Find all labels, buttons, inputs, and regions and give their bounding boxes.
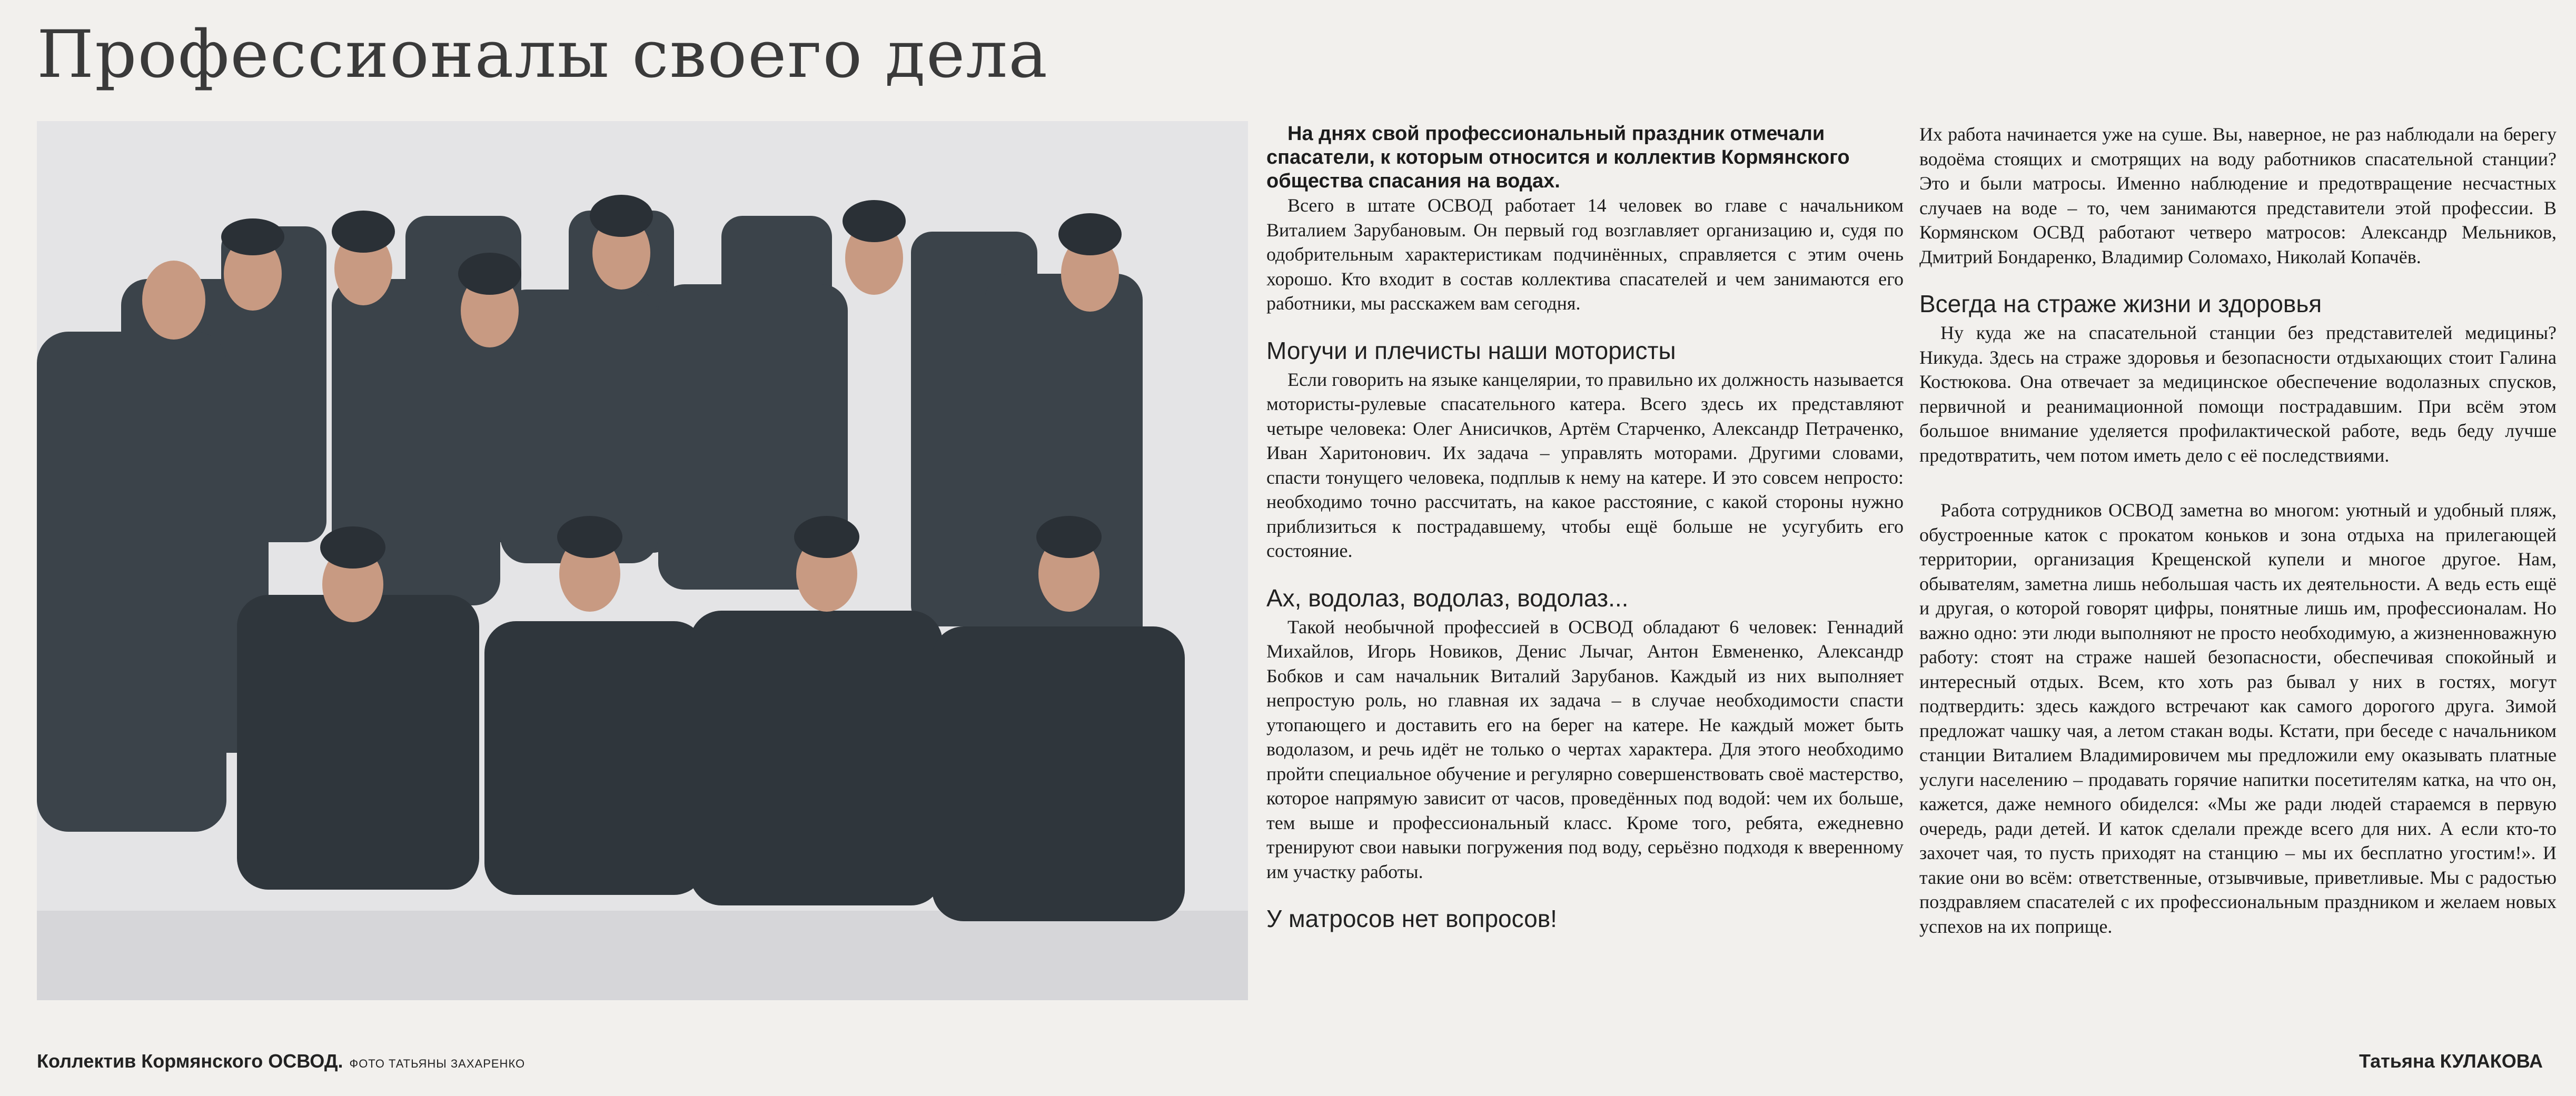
- section-text-health: Ну куда же на спасательной станции без представителей медицины? Никуда. Здесь на страже здоровья и безопасности отдыхающих стоит Галина Костюкова. Она отвечает за медицинское обеспечение водолазных спусков, первичной и реанимационной помощи пострадавшим. При всём этом большое внимание уделяется профилактической работе, ведь беду лучше предотвратить, чем потом иметь дело с её последствиями.: [1919, 322, 2557, 466]
- caption-text: Коллектив Кормянского ОСВОД.: [37, 1050, 343, 1072]
- section-heading-health: Всегда на страже жизни и здоровья: [1919, 290, 2322, 317]
- article-title: Профессионалы своего дела: [37, 17, 1049, 93]
- section-text-sailors: Их работа начинается уже на суше. Вы, наверное, не раз наблюдали на берегу водоёма стоящих и смотрящих на воду работников спасательной станции? Это и были матросы. Именно наблюдение и предотвращение несчастных случаев на воде – то, чем занимаются представители этой профессии. В Кормянском ОСВД работают четверо матросов: Александр Мельников, Дмитрий Бондаренко, Владимир Соломахо, Николай Копачёв.: [1919, 124, 2557, 267]
- article-intro: Всего в штате ОСВОД работает 14 человек во главе с начальником Виталием Зарубановым. Он первый год возглавляет организацию и, судя по одобрительным характеристикам подчинённых, справляется с этим очень хорошо. Кто входит в состав коллектива спасателей и чем занимаются его работники, мы расскажем вам сегодня.: [1266, 195, 1904, 314]
- article-column-2: [1919, 122, 2557, 939]
- author-signature: Татьяна КУЛАКОВА: [2359, 1050, 2543, 1072]
- section-text-divers: Такой необычной профессией в ОСВОД обладают 6 человек: Геннадий Михайлов, Игорь Новиков, Денис Лычаг, Антон Евмененко, Александр Бобков и сам начальник Виталий Зарубанов. Каждый из них выполняет непростую роль, но главная их задача – в случае необходимости спасти утопающего и доставить его на берег на катере. Не каждый может быть водолазом, и речь идёт не только о чертах характера. Для этого необходимо пройти специальное обучение и регулярно совершенствовать своё мастерство, которое напрямую зависит от часов, проведённых под водой: чем их больше, тем выше и профессиональный класс. Кроме того, ребята, ежедневно тренируют свои навыки погружения под воду, серьёзно подходя к вверенному им участку работы.: [1266, 616, 1904, 882]
- group-photo-illustration: [37, 121, 1248, 1000]
- section-heading-sailors: У матросов нет вопросов!: [1266, 905, 1557, 932]
- article-closing: Работа сотрудников ОСВОД заметна во многом: уютный и удобный пляж, обустроенные каток с прокатом коньков и зона отдыха на прилегающей территории, организация Крещенской купели и многое другое. Нам, обывателям, заметна лишь небольшая часть их деятельности. А ведь есть ещё и другая, о которой говорят цифры, понятные лишь им, профессионалам. Но важно одно: эти люди выполняют не просто необходимую, а жизненноважную работу: стоят на страже нашей безопасности, обеспечивая спокойный и интересный отдых. Всем, кто хоть раз бывал у них в гостях, могут подтвердить: здесь каждого встречают как самого дорогого друга. Зимой предложат чашку чая, а летом стакан воды. Кстати, при беседе с начальником станции Виталием Владимировичем мы предложили ему оказывать платные услуги населению – продавать горячие напитки посетителям катка, на что он, кажется, даже немного обиделся: «Мы же ради людей стараемся в первую очередь, ради детей. И каток сделали прежде всего для них. А если кто-то захочет чая, то пусть приходят на станцию – мы их бесплатно угостим!». И такие они во всём: ответственные, отзывчивые, приветливые. Мы с радостью поздравляем спасателей с их профессиональным праздником и желаем новых успехов на их поприще.: [1919, 500, 2557, 937]
- photo-caption: [37, 1050, 525, 1072]
- section-text-motorists: Если говорить на языке канцелярии, то правильно их должность называется мотористы-рулевые спасательного катера. Всего здесь их представляют четыре человека: Олег Анисичков, Артём Старченко, Александр Петраченко, Иван Харитонович. Их задача – управлять моторами. Другими словами, спасти тонущего человека, подплыв к нему на катере. И это совсем непросто: необходимо точно рассчитать, на какое расстояние, с какой стороны нужно приблизиться к пострадавшему, чтобы ещё больше не усугубить его состояние.: [1266, 368, 1904, 561]
- article-lead: На днях свой профессиональный праздник отмечали спасатели, к которым относится и коллектив Кормянского общества спасания на водах.: [1266, 123, 1850, 192]
- section-heading-motorists: Могучи и плечисты наши мотористы: [1266, 336, 1676, 364]
- section-heading-divers: Ах, водолаз, водолаз, водолаз...: [1266, 584, 1629, 612]
- article-column-1: [1266, 122, 1904, 935]
- photo-credit: ФОТО ТАТЬЯНЫ ЗАХАРЕНКО: [349, 1057, 526, 1070]
- group-photo: [37, 121, 1248, 1000]
